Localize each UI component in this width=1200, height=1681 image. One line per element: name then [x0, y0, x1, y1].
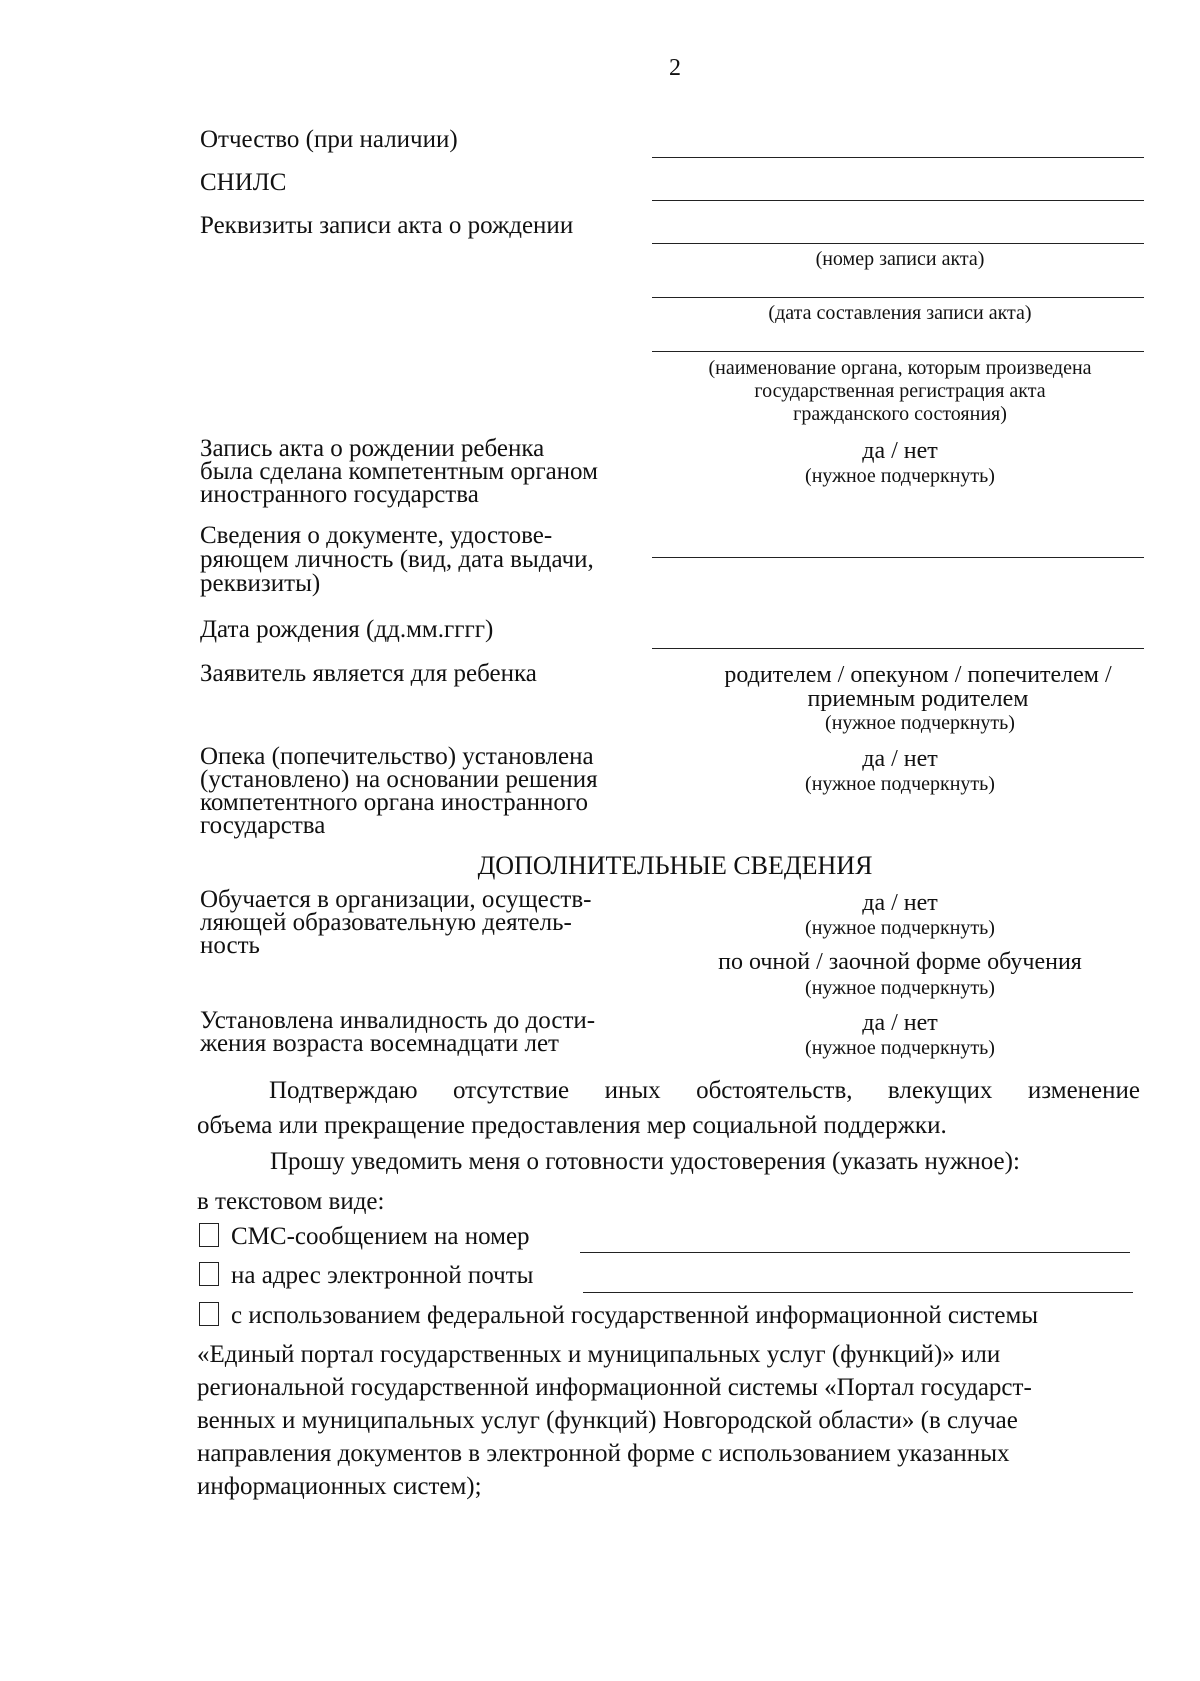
foreign-birth-hint: (нужное подчеркнуть): [805, 465, 995, 487]
additional-info-heading: ДОПОЛНИТЕЛЬНЫЕ СВЕДЕНИЯ: [477, 851, 873, 880]
applicant-label: Заявитель является для ребенка: [200, 660, 537, 687]
disability-choice[interactable]: да / нет: [862, 1010, 938, 1036]
sms-checkbox[interactable]: [199, 1223, 219, 1247]
study-label: Обучается в организации, осуществ- ляющей образовательную деятель- ность: [200, 886, 592, 959]
snils-label: СНИЛС: [200, 169, 287, 196]
birth-date-field[interactable]: [652, 648, 1144, 649]
authority-caption: (наименование органа, которым произведена государственная регистрация акта гражданского состояния): [708, 357, 1092, 425]
email-label: на адрес электронной почты: [231, 1262, 534, 1289]
portal-checkbox[interactable]: [199, 1302, 219, 1326]
sms-label: СМС-сообщением на номер: [231, 1223, 530, 1250]
birth-act-label: Реквизиты записи акта о рождении: [200, 212, 574, 239]
notify-request: Прошу уведомить меня о готовности удостоверения (указать нужное):: [270, 1148, 1020, 1175]
guardianship-choice[interactable]: да / нет: [862, 746, 938, 772]
guardianship-label: Опека (попечительство) установлена (установлено) на основании решения компетентного органа иностранного государства: [200, 743, 598, 839]
portal-option[interactable]: [199, 1302, 1038, 1330]
sms-number-field[interactable]: [580, 1252, 1130, 1253]
study-form-hint: (нужное подчеркнуть): [805, 977, 995, 999]
applicant-hint: (нужное подчеркнуть): [825, 712, 1015, 734]
patronymic-field[interactable]: [652, 157, 1144, 158]
text-form-label: в текстовом виде:: [197, 1188, 385, 1215]
act-date-caption: (дата составления записи акта): [768, 302, 1032, 324]
page-number: 2: [669, 55, 681, 81]
authority-field[interactable]: [652, 351, 1144, 352]
study-form-choice[interactable]: по очной / заочной форме обучения: [718, 949, 1082, 975]
snils-field[interactable]: [652, 200, 1144, 201]
confirmation-line-1: Подтверждаю отсутствие иных обстоятельств, влекущих изменение: [269, 1077, 1140, 1104]
act-date-field[interactable]: [652, 297, 1144, 298]
applicant-choice[interactable]: родителем / опекуном / попечителем / приемным родителем: [724, 662, 1112, 712]
id-document-label: Сведения о документе, удостове- ряющем личность (вид, дата выдачи, реквизиты): [200, 522, 594, 597]
portal-label-line-1: с использованием федеральной государственной информационной системы: [231, 1302, 1039, 1329]
id-document-field[interactable]: [652, 557, 1144, 558]
email-checkbox[interactable]: [199, 1262, 219, 1286]
email-option[interactable]: [199, 1262, 533, 1290]
act-number-caption: (номер записи акта): [815, 248, 985, 270]
study-choice[interactable]: да / нет: [862, 890, 938, 916]
portal-description: «Единый портал государственных и муниципальных услуг (функций)» или региональной государственной информационной системы «Портал государст- венных и муниципальных услуг (функций) Новгородской области» (в случае направления документов в электронной форме с использованием указанных информационных систем);: [197, 1341, 1032, 1500]
sms-option[interactable]: [199, 1223, 530, 1251]
email-address-field[interactable]: [583, 1292, 1133, 1293]
patronymic-label: Отчество (при наличии): [200, 126, 458, 153]
birth-date-label: Дата рождения (дд.мм.гггг): [200, 616, 494, 643]
disability-hint: (нужное подчеркнуть): [805, 1037, 995, 1059]
act-number-field[interactable]: [652, 243, 1144, 244]
foreign-birth-label: Запись акта о рождении ребенка была сделана компетентным органом иностранного государства: [200, 435, 598, 508]
foreign-birth-choice[interactable]: да / нет: [862, 438, 938, 464]
disability-label: Установлена инвалидность до дости- жения возраста восемнадцати лет: [200, 1007, 596, 1057]
confirmation-line-2: объема или прекращение предоставления мер социальной поддержки.: [197, 1112, 947, 1139]
study-hint: (нужное подчеркнуть): [805, 917, 995, 939]
guardianship-hint: (нужное подчеркнуть): [805, 773, 995, 795]
